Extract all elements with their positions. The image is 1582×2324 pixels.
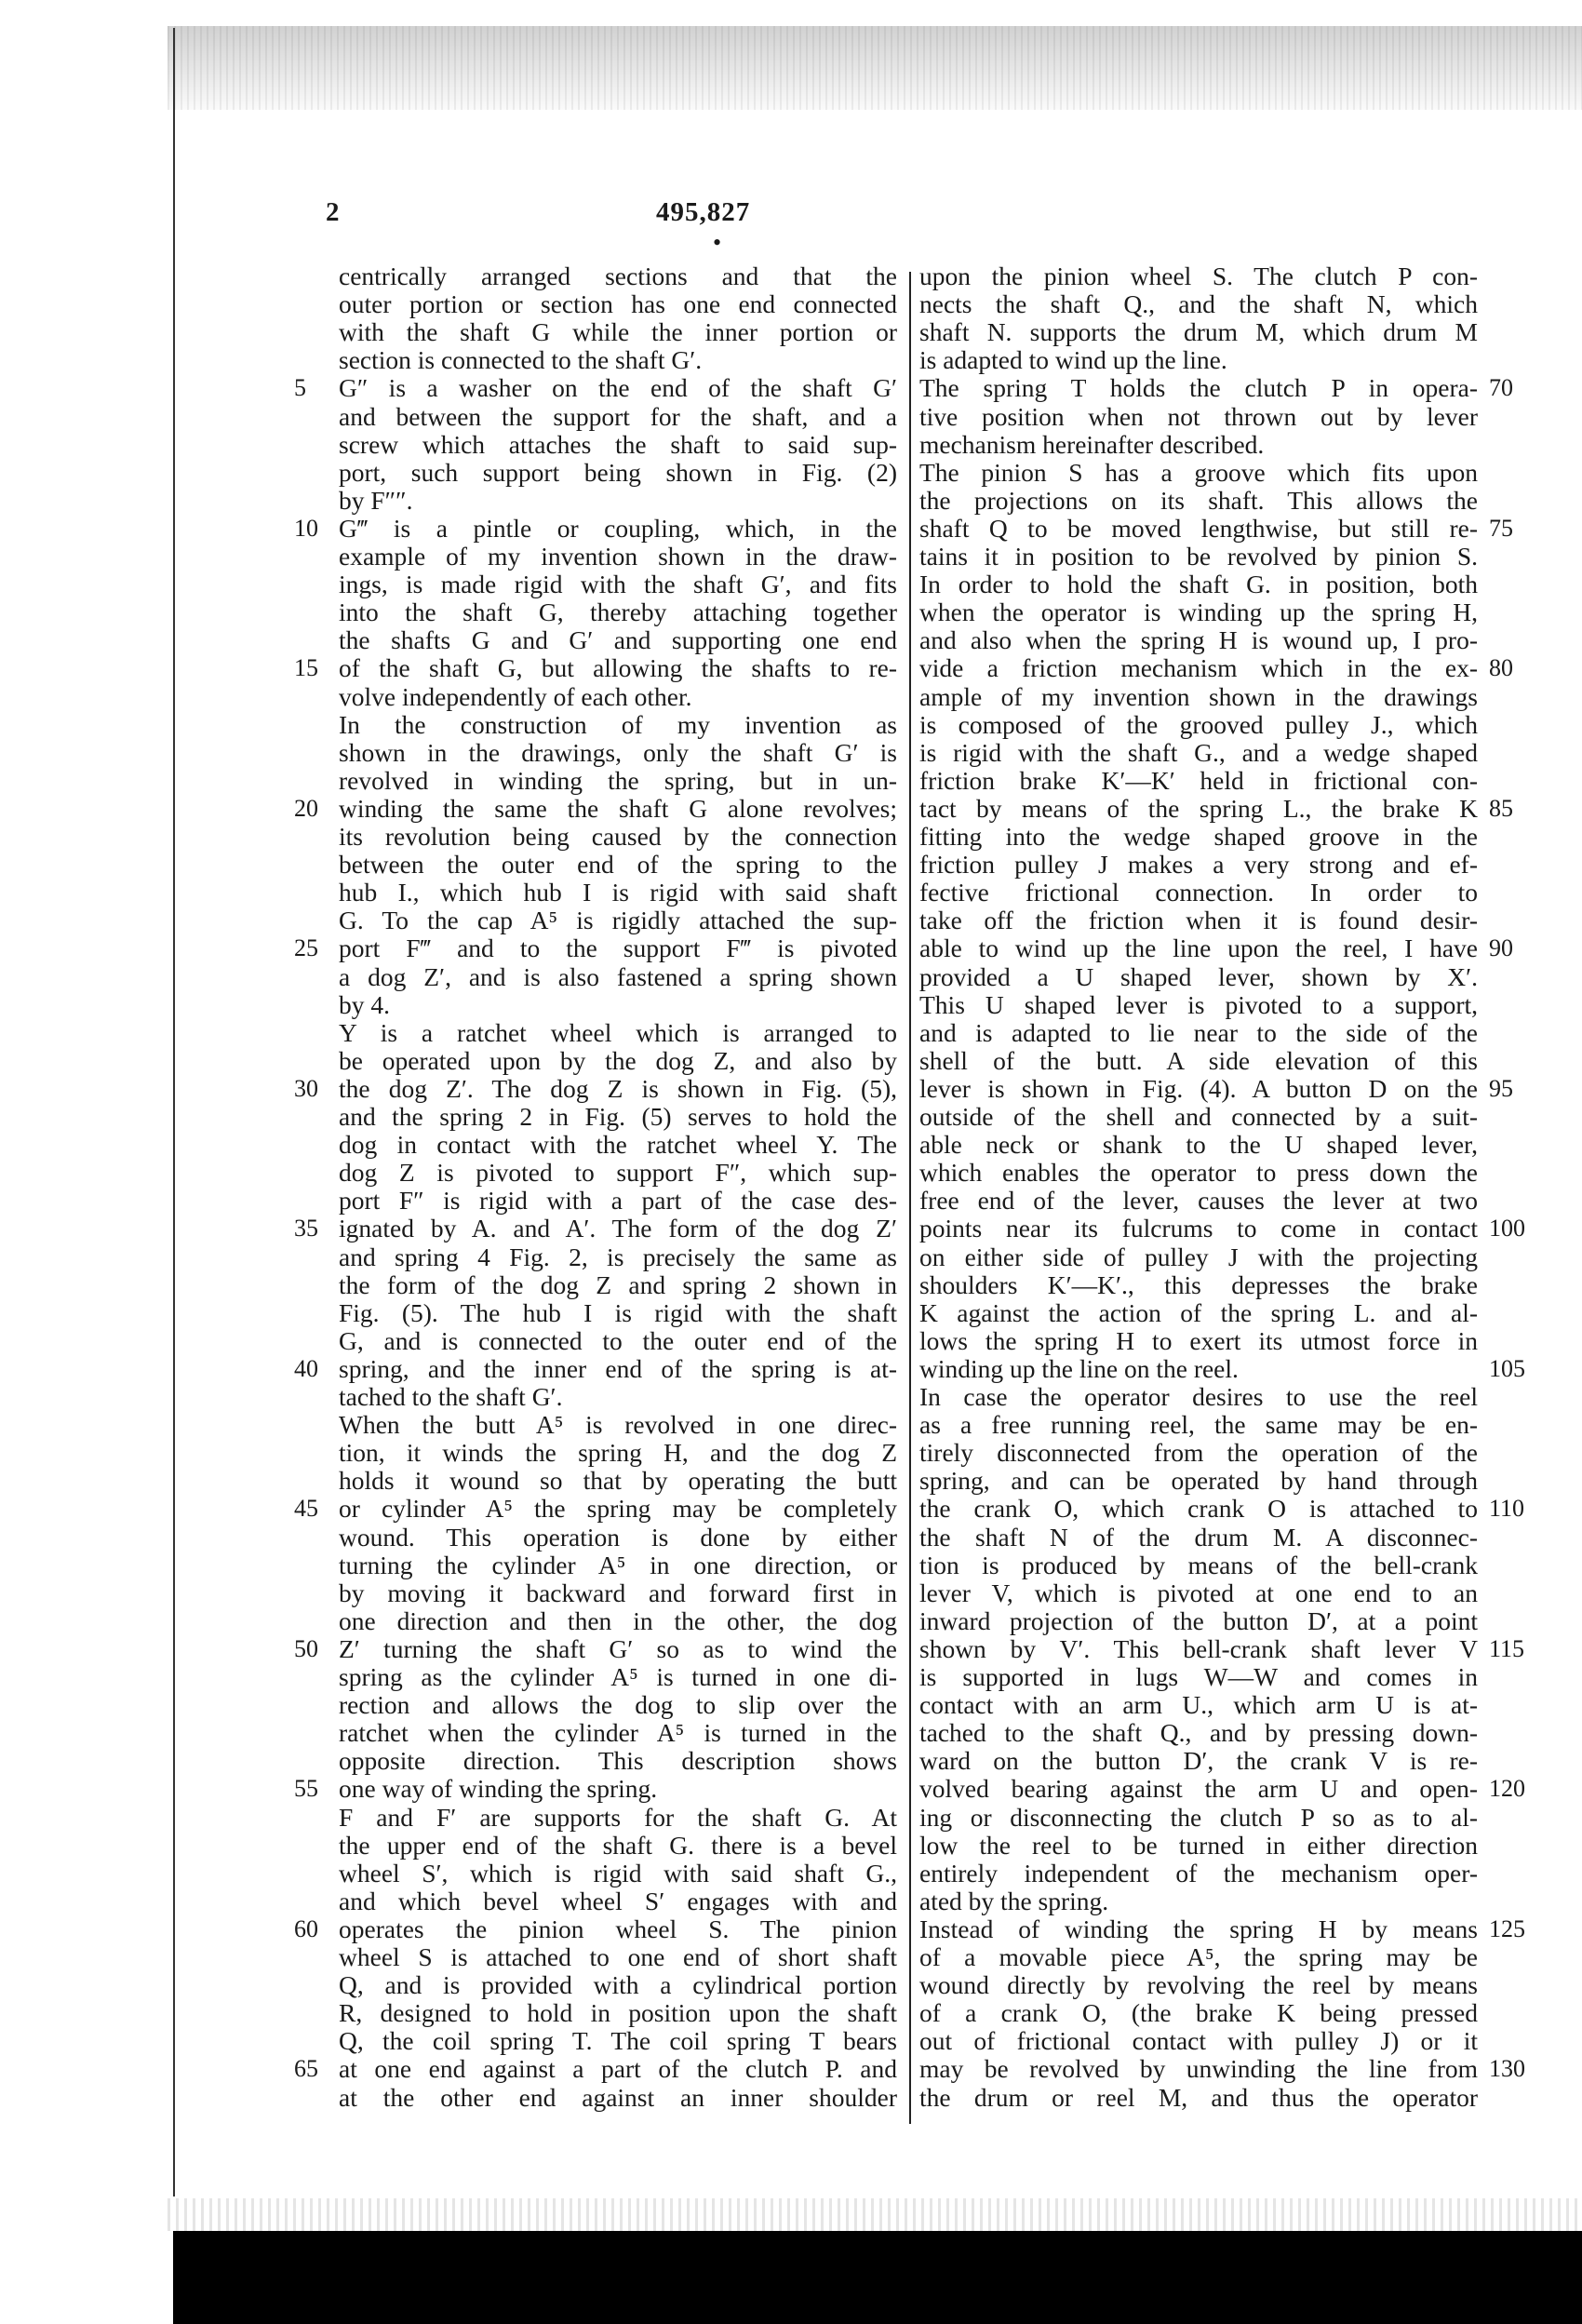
text-line: out of frictional contact with pulley J) or it (919, 2027, 1478, 2056)
margin-line-number: 130 (1489, 2055, 1525, 2083)
margin-line-number: 45 (294, 1495, 318, 1523)
text-line: revolved in winding the spring, but in un- (339, 766, 897, 795)
text-line: tached to the shaft Q., and by pressing down- (919, 1719, 1478, 1748)
text-line: is adapted to wind up the line. (919, 346, 1227, 375)
margin-line-number: 90 (1489, 934, 1513, 962)
text-line: In order to hold the shaft G. in position, both (919, 571, 1478, 599)
text-line: the dog Z′. The dog Z is shown in Fig. (5), (339, 1074, 897, 1103)
text-line: fective frictional connection. In order to (919, 879, 1478, 907)
text-line: In the construction of my invention as (339, 710, 897, 739)
text-line: The pinion S has a groove which fits upon (919, 458, 1478, 487)
margin-line-number: 115 (1489, 1634, 1525, 1662)
margin-line-number: 35 (294, 1215, 318, 1243)
margin-line-number: 120 (1489, 1775, 1525, 1803)
margin-line-number: 40 (294, 1354, 318, 1382)
text-line: winding up the line on the reel. (919, 1354, 1239, 1383)
text-line: ample of my invention shown in the drawings (919, 682, 1478, 711)
text-line: contact with an arm U., which arm U is at- (919, 1691, 1478, 1720)
text-line: G‴ is a pintle or coupling, which, in the (339, 514, 897, 543)
text-line: tion, it winds the spring H, and the dog Z (339, 1439, 897, 1468)
text-line: K against the action of the spring L. and al- (919, 1298, 1478, 1327)
text-line: may be revolved by unwinding the line from (919, 2055, 1478, 2084)
text-line: the upper end of the shaft G. there is a bevel (339, 1831, 897, 1860)
text-line: into the shaft G, thereby attaching together (339, 598, 897, 627)
text-line: dog in contact with the ratchet wheel Y. The (339, 1131, 897, 1160)
text-line: tains it in position to be revolved by pinion S. (919, 543, 1478, 571)
text-line: dog Z is pivoted to support F″, which sup- (339, 1159, 897, 1188)
text-line: volved bearing against the arm U and open- (919, 1775, 1478, 1804)
text-line: port F‴ and to the support F‴ is pivoted (339, 934, 897, 963)
margin-line-number: 5 (294, 374, 306, 402)
text-line: G. To the cap A⁵ is rigidly attached the sup- (339, 907, 897, 935)
text-line: free end of the lever, causes the lever at two (919, 1187, 1478, 1216)
text-line: example of my invention shown in the draw- (339, 543, 897, 571)
text-line: Q, the coil spring T. The coil spring T bears (339, 2027, 897, 2056)
text-line: ings, is made rigid with the shaft G′, and fits (339, 571, 897, 599)
text-line: ratchet when the cylinder A⁵ is turned in the (339, 1719, 897, 1748)
text-line: the shafts G and G′ and supporting one end (339, 626, 897, 655)
text-line: outside of the shell and connected by a suit- (919, 1103, 1478, 1131)
text-line: by F″″. (339, 486, 413, 515)
text-line: and also when the spring H is wound up, I pro- (919, 626, 1478, 655)
margin-line-number: 110 (1489, 1495, 1525, 1523)
text-line: G, and is connected to the outer end of the (339, 1326, 897, 1355)
text-line: be operated upon by the dog Z, and also by (339, 1046, 897, 1075)
margin-line-number: 50 (294, 1634, 318, 1662)
text-line: When the butt A⁵ is revolved in one direc- (339, 1411, 897, 1440)
text-line: turning the cylinder A⁵ in one direction, or (339, 1551, 897, 1579)
text-line: shown in the drawings, only the shaft G′ is (339, 738, 897, 767)
text-line: fitting into the wedge shaped groove in the (919, 823, 1478, 851)
text-line: shoulders K′—K′., this depresses the brake (919, 1270, 1478, 1299)
text-line: at one end against a part of the clutch P. and (339, 2055, 897, 2084)
text-line: ing or disconnecting the clutch P so as to al- (919, 1803, 1478, 1832)
text-line: nects the shaft Q., and the shaft N, which (919, 290, 1478, 319)
text-line: opposite direction. This description shows (339, 1747, 897, 1776)
text-line: winding the same the shaft G alone revolves; (339, 794, 897, 823)
text-line: the shaft N of the drum M. A disconnec- (919, 1523, 1478, 1552)
text-line: holds it wound so that by operating the butt (339, 1467, 897, 1496)
text-line: the drum or reel M, and thus the operator (919, 2083, 1478, 2112)
text-line: the crank O, which crank O is attached to (919, 1495, 1478, 1524)
text-line: rection and allows the dog to slip over the (339, 1691, 897, 1720)
scan-noise-bottom (168, 2198, 1582, 2231)
text-line: on either side of pulley J with the projecting (919, 1243, 1478, 1271)
text-line: shaft Q to be moved lengthwise, but still re- (919, 514, 1478, 543)
text-line: Y is a ratchet wheel which is arranged to (339, 1018, 897, 1047)
text-line: and between the support for the shaft, and a (339, 402, 897, 431)
text-line: wheel S is attached to one end of short shaft (339, 1943, 897, 1971)
text-line: G″ is a washer on the end of the shaft G′ (339, 374, 897, 403)
margin-line-number: 80 (1489, 654, 1513, 682)
text-line: able to wind up the line upon the reel, I have (919, 934, 1478, 963)
margin-line-number: 100 (1489, 1215, 1525, 1243)
text-line: spring, and can be operated by hand through (919, 1467, 1478, 1496)
text-line: of the shaft G, but allowing the shafts to re- (339, 654, 897, 683)
text-line: able neck or shank to the U shaped lever, (919, 1131, 1478, 1160)
text-line: is composed of the grooved pulley J., which (919, 710, 1478, 739)
margin-line-number: 20 (294, 794, 318, 822)
margin-line-number: 10 (294, 514, 318, 542)
text-line: low the reel to be turned in either direction (919, 1831, 1478, 1860)
text-line: port F″ is rigid with a part of the case des- (339, 1187, 897, 1216)
text-line: by 4. (339, 990, 390, 1019)
margin-line-number: 105 (1489, 1354, 1525, 1382)
text-line: screw which attaches the shaft to said sup- (339, 430, 897, 459)
margin-line-number: 125 (1489, 1914, 1525, 1942)
text-line: Fig. (5). The hub I is rigid with the shaft (339, 1298, 897, 1327)
text-line: vide a friction mechanism which in the ex- (919, 654, 1478, 683)
text-line: with the shaft G while the inner portion or (339, 318, 897, 347)
text-line: lows the spring H to exert its utmost force in (919, 1326, 1478, 1355)
text-line: one way of winding the spring. (339, 1775, 658, 1804)
text-line: tact by means of the spring L., the brake K (919, 794, 1478, 823)
text-line: points near its fulcrums to come in contact (919, 1215, 1478, 1243)
text-line: spring, and the inner end of the spring is at- (339, 1354, 897, 1383)
text-line: shaft N. supports the drum M, which drum M (919, 318, 1478, 347)
text-line: inward projection of the button D′, at a point (919, 1606, 1478, 1635)
text-line: shown by V′. This bell-crank shaft lever V (919, 1634, 1478, 1663)
text-line: section is connected to the shaft G′. (339, 346, 703, 375)
text-line: R, designed to hold in position upon the shaft (339, 1999, 897, 2028)
text-line: tion is produced by means of the bell-crank (919, 1551, 1478, 1579)
text-line: spring as the cylinder A⁵ is turned in one di- (339, 1663, 897, 1691)
margin-line-number: 85 (1489, 794, 1513, 822)
margin-line-number: 15 (294, 654, 318, 682)
text-line: entirely independent of the mechanism oper- (919, 1859, 1478, 1887)
text-line: lever V, which is pivoted at one end to an (919, 1578, 1478, 1607)
text-line: Instead of winding the spring H by means (919, 1914, 1478, 1943)
page-number: 2 (326, 197, 340, 227)
text-line: the projections on its shaft. This allows the (919, 486, 1478, 515)
header-dot: • (713, 229, 722, 256)
text-line: one direction and then in the other, the dog (339, 1606, 897, 1635)
text-line: wound directly by revolving the reel by means (919, 1971, 1478, 2000)
text-line: Z′ turning the shaft G′ so as to wind the (339, 1634, 897, 1663)
text-line: is supported in lugs W—W and comes in (919, 1663, 1478, 1691)
text-line: friction pulley J makes a very strong and ef- (919, 851, 1478, 880)
text-line: a dog Z′, and is also fastened a spring shown (339, 962, 897, 991)
text-line: Q, and is provided with a cylindrical portion (339, 1971, 897, 2000)
text-line: of a crank O, (the brake K being pressed (919, 1999, 1478, 2028)
column-divider (909, 272, 911, 2124)
text-line: lever is shown in Fig. (4). A button D on the (919, 1074, 1478, 1103)
scan-border-bottom (173, 2231, 1582, 2324)
text-line: provided a U shaped lever, shown by X′. (919, 962, 1478, 991)
page-edge-line (173, 28, 175, 2196)
text-line: F and F′ are supports for the shaft G. At (339, 1803, 897, 1832)
text-line: friction brake K′—K′ held in frictional con- (919, 766, 1478, 795)
text-line: This U shaped lever is pivoted to a support, (919, 990, 1478, 1019)
patent-number: 495,827 (656, 197, 751, 227)
text-line: or cylinder A⁵ the spring may be completely (339, 1495, 897, 1524)
margin-line-number: 95 (1489, 1074, 1513, 1102)
text-line: and spring 4 Fig. 2, is precisely the same as (339, 1243, 897, 1271)
text-line: is rigid with the shaft G., and a wedge shaped (919, 738, 1478, 767)
margin-line-number: 70 (1489, 374, 1513, 402)
margin-line-number: 60 (294, 1914, 318, 1942)
text-line: wheel S′, which is rigid with said shaft G., (339, 1859, 897, 1887)
text-line: and the spring 2 in Fig. (5) serves to hold the (339, 1103, 897, 1131)
text-line: its revolution being caused by the connection (339, 823, 897, 851)
text-line: by moving it backward and forward first in (339, 1578, 897, 1607)
text-line: tached to the shaft G′. (339, 1383, 563, 1411)
text-line: shell of the butt. A side elevation of this (919, 1046, 1478, 1075)
text-line: as a free running reel, the same may be en- (919, 1411, 1478, 1440)
text-line: between the outer end of the spring to the (339, 851, 897, 880)
text-line: ward on the button D′, the crank V is re- (919, 1747, 1478, 1776)
text-line: outer portion or section has one end connected (339, 290, 897, 319)
text-line: and which bevel wheel S′ engages with and (339, 1887, 897, 1915)
text-line: centrically arranged sections and that the (339, 262, 897, 290)
text-line: tirely disconnected from the operation of the (919, 1439, 1478, 1468)
text-line: take off the friction when it is found desir- (919, 907, 1478, 935)
text-line: the form of the dog Z and spring 2 shown in (339, 1270, 897, 1299)
margin-line-number: 55 (294, 1775, 318, 1803)
text-line: mechanism hereinafter described. (919, 430, 1265, 459)
text-line: The spring T holds the clutch P in opera- (919, 374, 1478, 403)
text-line: volve independently of each other. (339, 682, 692, 711)
text-line: tive position when not thrown out by lever (919, 402, 1478, 431)
text-line: wound. This operation is done by either (339, 1523, 897, 1552)
margin-line-number: 75 (1489, 514, 1513, 542)
text-line: ated by the spring. (919, 1887, 1109, 1915)
scan-noise-top (168, 26, 1582, 110)
margin-line-number: 25 (294, 934, 318, 962)
text-line: port, such support being shown in Fig. (2) (339, 458, 897, 487)
text-line: which enables the operator to press down the (919, 1159, 1478, 1188)
text-line: and is adapted to lie near to the side of the (919, 1018, 1478, 1047)
text-line: hub I., which hub I is rigid with said shaft (339, 879, 897, 907)
text-line: upon the pinion wheel S. The clutch P con- (919, 262, 1478, 290)
text-line: ignated by A. and A′. The form of the dog Z′ (339, 1215, 897, 1243)
text-line: at the other end against an inner shoulder (339, 2083, 897, 2112)
text-line: of a movable piece A⁵, the spring may be (919, 1943, 1478, 1971)
text-line: operates the pinion wheel S. The pinion (339, 1914, 897, 1943)
margin-line-number: 65 (294, 2055, 318, 2083)
margin-line-number: 30 (294, 1074, 318, 1102)
text-line: In case the operator desires to use the reel (919, 1383, 1478, 1411)
text-line: when the operator is winding up the spring H, (919, 598, 1478, 627)
